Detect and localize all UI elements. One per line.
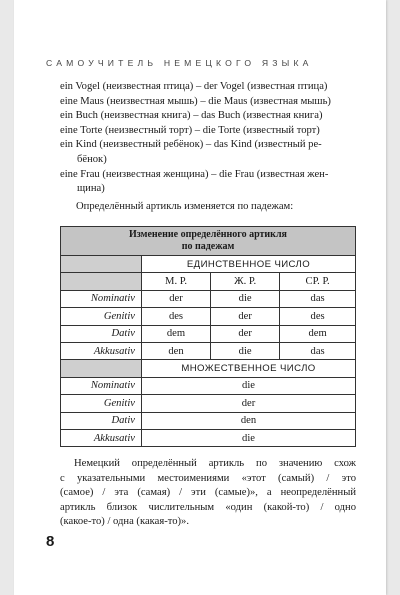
table-row (61, 325, 356, 342)
case-label: Nominativ (61, 290, 142, 307)
table-row (61, 377, 356, 394)
table-row (61, 412, 356, 429)
article-cell: den (142, 342, 211, 359)
table-row (61, 308, 356, 325)
table-title (61, 227, 356, 256)
article-cell: das (280, 290, 356, 307)
example-line: ein Buch (неизвестная книга) – das Buch (известная книга) (60, 110, 323, 122)
running-head: САМОУЧИТЕЛЬ НЕМЕЦКОГО ЯЗЫКА (46, 58, 313, 68)
article-cell: der (211, 308, 280, 325)
case-label: Akkusativ (61, 429, 142, 446)
article-cell: den (142, 412, 356, 429)
table-title-row (61, 227, 356, 256)
table-title-line: по падежам (181, 241, 235, 252)
gender-header: СР. Р. (280, 273, 356, 290)
article-cell: der (211, 325, 280, 342)
article-cell: die (211, 290, 280, 307)
example-line: eine Frau (неизвестная женщина) – die Frau (известная жен- (60, 168, 329, 180)
table-row (61, 342, 356, 359)
paragraph-line: Немецкий определённый артикль по значению схож (74, 458, 356, 469)
article-cell: dem (142, 325, 211, 342)
case-label: Dativ (61, 412, 142, 429)
gender-header-row (61, 273, 356, 290)
paragraph-line: с указательными местоимениями «этот (самый) / это (60, 472, 356, 484)
article-cell: des (280, 308, 356, 325)
plural-header-row (61, 360, 356, 377)
case-label: Nominativ (61, 377, 142, 394)
article-cell: das (280, 342, 356, 359)
header-blank-cell (61, 256, 142, 273)
article-cell: die (211, 342, 280, 359)
example-line-continuation: щина) (77, 183, 105, 195)
example-line: ein Kind (неизвестный ребёнок) – das Kind (известный ре- (60, 139, 322, 151)
article-cell: dem (280, 325, 356, 342)
case-label: Genitiv (61, 395, 142, 412)
gender-header: Ж. Р. (211, 273, 280, 290)
header-blank-cell (61, 273, 142, 290)
table-row (61, 429, 356, 446)
article-cell: des (142, 308, 211, 325)
example-line: ein Vogel (неизвестная птица) – der Vogel (известная птица) (60, 81, 328, 92)
examples-list (60, 80, 356, 197)
article-cell: der (142, 290, 211, 307)
gender-header: М. Р. (142, 273, 211, 290)
example-line-continuation: бёнок) (77, 153, 107, 165)
page-number: 8 (46, 533, 55, 550)
plural-header: МНОЖЕСТВЕННОЕ ЧИСЛО (142, 360, 356, 377)
article-cell: die (142, 429, 356, 446)
case-label: Dativ (61, 325, 142, 342)
example-line: eine Maus (неизвестная мышь) – die Maus (известная мышь) (60, 95, 331, 107)
case-label: Akkusativ (61, 342, 142, 359)
header-blank-cell (61, 360, 142, 377)
intro-paragraph: Определённый артикль изменяется по падежам: (76, 201, 294, 212)
article-declension-table (60, 226, 356, 447)
article-cell: der (142, 395, 356, 412)
paragraph-line: (самое) / эта (самая) / эти (самые)», а неопределённый (60, 487, 356, 499)
singular-header: ЕДИНСТВЕННОЕ ЧИСЛО (142, 256, 356, 273)
table-row (61, 290, 356, 307)
paragraph-line: (какое-то) / одна (какая-то)». (60, 516, 190, 528)
article-cell: die (142, 377, 356, 394)
table-row (61, 395, 356, 412)
case-label: Genitiv (61, 308, 142, 325)
table-title-line: Изменение определённого артикля (129, 229, 287, 240)
closing-paragraph (60, 457, 356, 530)
paragraph-line: артикль близок числительным «один (какой-то) / одно (60, 501, 356, 513)
example-line: eine Torte (неизвестный торт) – die Torte (известный торт) (60, 124, 320, 136)
singular-header-row (61, 256, 356, 273)
